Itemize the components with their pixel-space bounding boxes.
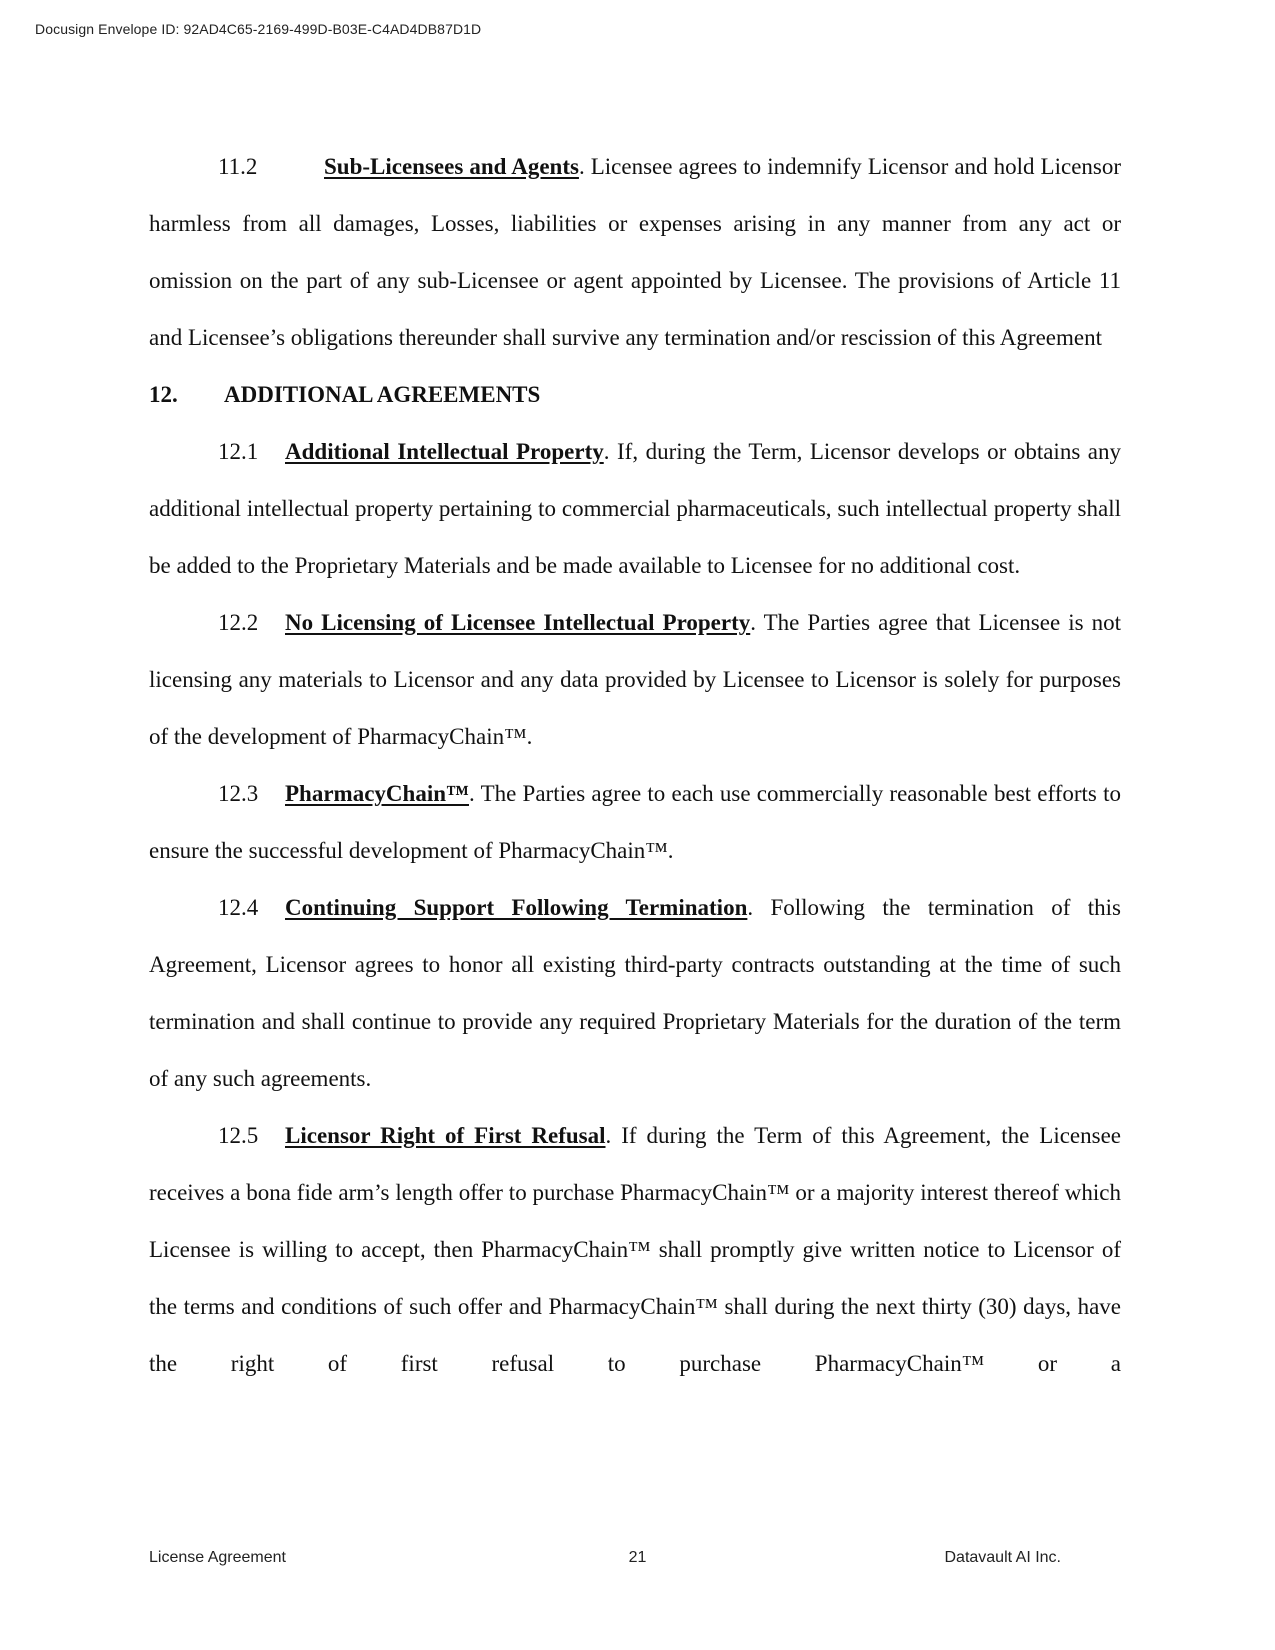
section-12-3 <box>149 765 1121 879</box>
section-text: . If during the Term of this Agreement, the Licensee receives a bona fide arm’s length offer to purchase PharmacyChain™ or a majority interest thereof which Licensee is willing to accept, then PharmacyChain™ shall promptly give written notice to Licensor of the terms and conditions of such offer and PharmacyChain™ shall during the next thirty (30) days, have the right of first refusal to purchase PharmacyChain™ or a <box>149 1123 1121 1376</box>
section-title: Continuing Support Following Termination <box>285 895 748 920</box>
footer-document-title: License Agreement <box>149 1549 286 1566</box>
footer-page-number: 21 <box>628 1549 647 1566</box>
section-title: Licensor Right of First Refusal <box>285 1123 606 1148</box>
section-number: 11.2 <box>218 154 258 179</box>
section-12-2 <box>149 594 1121 765</box>
section-title: Additional Intellectual Property <box>285 439 604 464</box>
section-12-heading <box>149 366 1121 423</box>
envelope-id: Docusign Envelope ID: 92AD4C65-2169-499D-B03E-C4AD4DB87D1D <box>35 21 482 37</box>
section-text: . If, during the Term, Licensor develops or obtains any additional intellectual property pertaining to commercial pharmaceuticals, such intellectual property shall be added to the Proprietary Materials and be made available to Licensee for no additional cost. <box>149 439 1121 578</box>
section-title: PharmacyChain™ <box>285 781 469 806</box>
section-12-1 <box>149 423 1121 594</box>
document-body <box>149 138 1121 1392</box>
section-number: 12.4 <box>218 895 259 920</box>
section-number: 12.1 <box>218 439 259 464</box>
section-text: . Following the termination of this Agreement, Licensor agrees to honor all existing third-party contracts outstanding at the time of such termination and shall continue to provide any required Proprietary Materials for the duration of the term of any such agreements. <box>149 895 1121 1091</box>
section-title: Sub-Licensees and Agents <box>324 154 579 179</box>
heading-number: 12. <box>149 382 178 407</box>
heading-title: ADDITIONAL AGREEMENTS <box>224 382 541 407</box>
section-number: 12.5 <box>218 1123 259 1148</box>
section-text: . The Parties agree that Licensee is not licensing any materials to Licensor and any data provided by Licensee to Licensor is solely for purposes of the development of PharmacyChain™. <box>149 610 1121 749</box>
section-11-2 <box>149 138 1121 366</box>
section-12-4 <box>149 879 1121 1107</box>
footer-company-name: Datavault AI Inc. <box>944 1549 1061 1566</box>
section-text: . The Parties agree to each use commercially reasonable best efforts to ensure the successful development of PharmacyChain™. <box>149 781 1121 863</box>
section-title: No Licensing of Licensee Intellectual Property <box>285 610 751 635</box>
section-number: 12.2 <box>218 610 259 635</box>
section-12-5 <box>149 1107 1121 1392</box>
section-number: 12.3 <box>218 781 259 806</box>
section-text: . Licensee agrees to indemnify Licensor and hold Licensor harmless from all damages, Losses, liabilities or expenses arising in any manner from any act or omission on the part of any sub-Licensee or agent appointed by Licensee. The provisions of Article 11 and Licensee’s obligations thereunder shall survive any termination and/or rescission of this Agreement <box>149 154 1122 350</box>
